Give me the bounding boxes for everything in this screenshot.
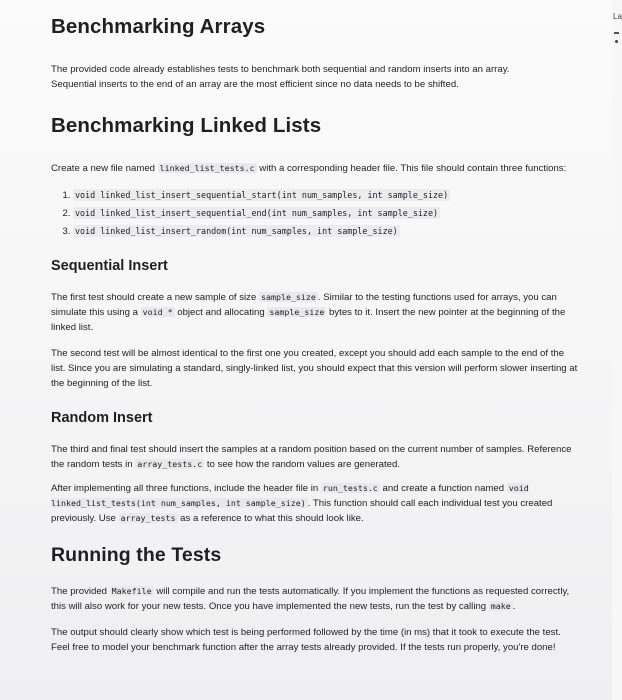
inline-code-void-pointer: void * [142, 307, 173, 317]
list-item: 3. void linked_list_insert_random(int num_samples, int sample_size) [73, 222, 589, 240]
paragraph-arrays: The provided code already establishes tests to benchmark both sequential and random inserts into an array. Sequential inserts to the end of an array are the most efficient since no data needs to be shifted. [51, 64, 510, 90]
inline-code-make: make [490, 601, 511, 611]
inline-code-sample-size: sample_size [269, 307, 325, 317]
toc-dot-icon [615, 40, 618, 43]
list-item: 2. void linked_list_insert_sequential_end(int num_samples, int sample_size) [73, 204, 589, 222]
inline-code-makefile: Makefile [111, 586, 152, 596]
paragraph-running-1: The provided Makefile will compile and run the tests automatically. If you implement the functions as requested correctly, this will also work for your new tests. Once you have implemented the new tests, run the test by calling make . [51, 586, 570, 612]
table-of-contents-sidebar [612, 0, 622, 700]
function-list [51, 186, 589, 240]
toc-dash-icon [614, 32, 619, 34]
heading-sequential-insert: Sequential Insert [51, 258, 168, 274]
paragraph-sequential-1: The first test should create a new sample of size sample_size . Similar to the testing functions used for arrays, you can simulate this using a void * object and allocating sample_size bytes to it. Insert the new pointer at the beginning of the linked list. [51, 292, 566, 333]
paragraph-linked-lists: Create a new file named linked_list_tests.c with a corresponding header file. This file should contain three functions: [51, 163, 567, 174]
list-item: 1. void linked_list_insert_sequential_start(int num_samples, int sample_size) [73, 186, 589, 204]
heading-running-the-tests: Running the Tests [51, 544, 222, 566]
paragraph-sequential-2: The second test will be almost identical to the first one you created, except you should add each sample to the end of the list. Since you are simulating a standard, singly-linked list, you should expect that this version will perform slower inserting at the beginning of the list. [51, 348, 578, 389]
toc-label[interactable]: La [613, 12, 622, 21]
inline-code-array-tests-file: array_tests.c [137, 459, 203, 469]
heading-benchmarking-linked-lists: Benchmarking Linked Lists [51, 114, 322, 137]
heading-random-insert: Random Insert [51, 410, 153, 426]
paragraph-running-2: The output should clearly show which test is being performed followed by the time (in ms) that it took to execute the test. Feel free to model your benchmark function after the array tests already provided. If the tests run properly, you're done! [51, 627, 561, 653]
inline-code-filename: linked_list_tests.c [159, 163, 255, 173]
heading-benchmarking-arrays: Benchmarking Arrays [51, 15, 266, 38]
document-content [51, 14, 589, 655]
inline-code-run-tests-file: run_tests.c [322, 483, 378, 493]
inline-code-sample-size: sample_size [260, 292, 316, 302]
paragraph-random-2: After implementing all three functions, include the header file in run_tests.c and create a function named void linked_list_tests(int num_samples, int sample_size) . This function should call each individual test you created previously. Use array_tests as a reference to what this should look like. [51, 483, 553, 524]
inline-code-function-signature: void linked_list_tests(int num_samples, int sample_size) [51, 483, 529, 508]
paragraph-random-1: The third and final test should insert the samples at a random position based on the current number of samples. Reference the random tests in array_tests.c to see how the random values are generated. [51, 444, 572, 470]
inline-code-array-tests: array_tests [120, 513, 176, 523]
